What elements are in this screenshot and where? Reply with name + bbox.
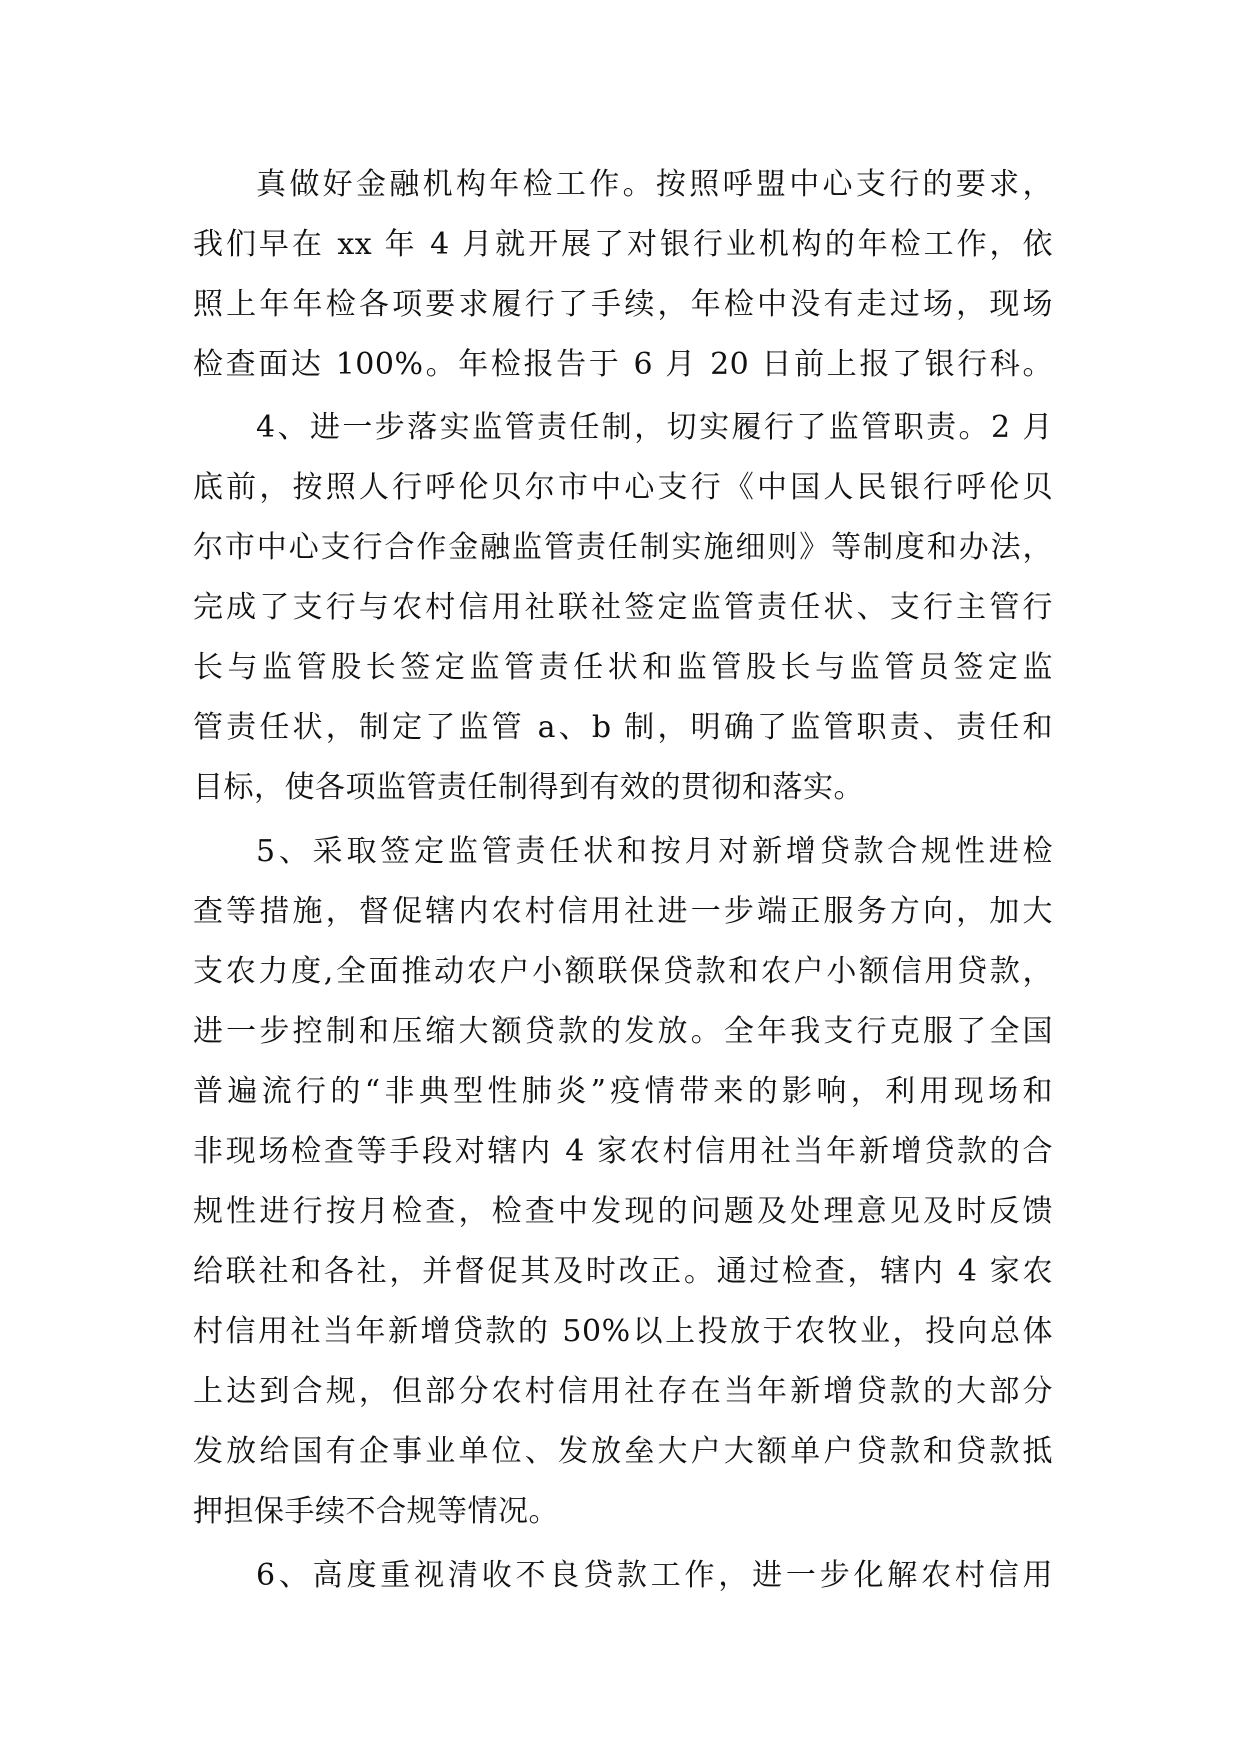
- text-line: 进一步控制和压缩大额贷款的发放。全年我支行克服了全国: [193, 1014, 1053, 1049]
- text-line: 给联社和各社，并督促其及时改正。通过检查，辖内 4 家农: [193, 1254, 1053, 1289]
- text-line: 村信用社当年新增贷款的 50%以上投放于农牧业，投向总体: [193, 1314, 1053, 1349]
- text-line: 上达到合规，但部分农村信用社存在当年新增贷款的大部分: [193, 1374, 1053, 1409]
- text-line: 查等措施，督促辖内农村信用社进一步端正服务方向，加大: [193, 894, 1053, 929]
- text-line: 照上年年检各项要求履行了手续，年检中没有走过场，现场: [193, 287, 1053, 322]
- text-line: 底前，按照人行呼伦贝尔市中心支行《中国人民银行呼伦贝: [193, 470, 1053, 505]
- text-line: 4、进一步落实监管责任制，切实履行了监管职责。2 月: [256, 410, 1053, 445]
- text-line: 检查面达 100%。年检报告于 6 月 20 日前上报了银行科。: [193, 347, 1053, 382]
- text-line: 长与监管股长签定监管责任状和监管股长与监管员签定监: [193, 650, 1053, 685]
- text-line: 普遍流行的“非典型性肺炎”疫情带来的影响，利用现场和: [193, 1074, 1053, 1109]
- text-line: 规性进行按月检查，检查中发现的问题及处理意见及时反馈: [193, 1194, 1053, 1229]
- text-line: 发放给国有企事业单位、发放垒大户大额单户贷款和贷款抵: [193, 1434, 1053, 1469]
- text-line: 我们早在 xx 年 4 月就开展了对银行业机构的年检工作，依: [193, 227, 1053, 262]
- text-line: 完成了支行与农村信用社联社签定监管责任状、支行主管行: [193, 590, 1053, 625]
- text-line: 尔市中心支行合作金融监管责任制实施细则》等制度和办法，: [193, 530, 1053, 565]
- text-line: 非现场检查等手段对辖内 4 家农村信用社当年新增贷款的合: [193, 1134, 1053, 1169]
- text-line: 6、高度重视清收不良贷款工作，进一步化解农村信用: [256, 1558, 1053, 1593]
- text-line: 真做好金融机构年检工作。按照呼盟中心支行的要求，: [256, 167, 1053, 202]
- text-line: 5、采取签定监管责任状和按月对新增贷款合规性进检: [256, 834, 1053, 869]
- text-line: 支农力度,全面推动农户小额联保贷款和农户小额信用贷款，: [193, 954, 1053, 989]
- text-line: 目标，使各项监管责任制得到有效的贯彻和落实。: [193, 770, 864, 805]
- text-line: 管责任状，制定了监管 a、b 制，明确了监管职责、责任和: [193, 710, 1053, 745]
- text-line: 押担保手续不合规等情况。: [193, 1494, 559, 1529]
